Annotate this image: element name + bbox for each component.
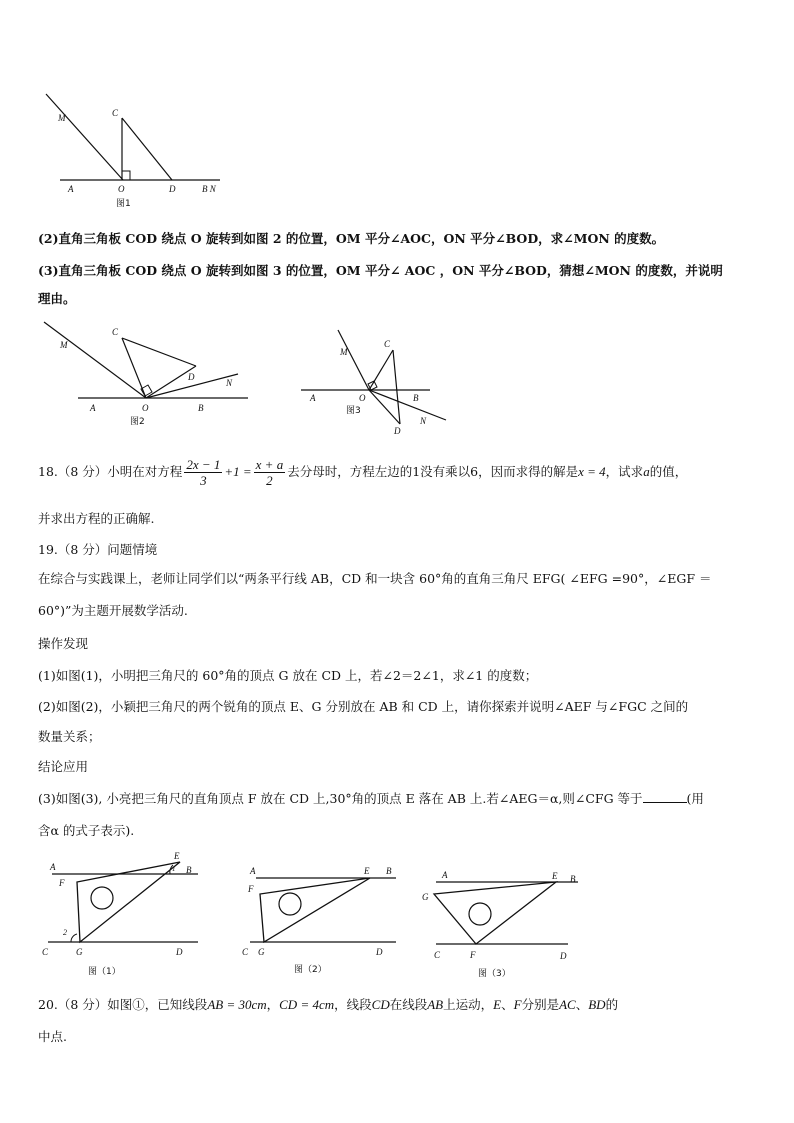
q20-mid4: 分别是 — [521, 997, 560, 1012]
svg-text:G: G — [258, 947, 265, 957]
svg-text:D: D — [560, 951, 567, 961]
fraction-2-numerator: x + a — [255, 457, 284, 472]
svg-text:G: G — [422, 892, 429, 902]
q20-sep: ， — [266, 997, 280, 1012]
svg-text:N: N — [420, 416, 427, 426]
q19-figure-2 — [236, 856, 406, 988]
q18-mid: +1 = — [224, 464, 252, 479]
svg-text:F: F — [470, 950, 476, 960]
svg-text:F: F — [248, 884, 254, 894]
q20-ab-length: AB = 30cm — [207, 997, 267, 1012]
q19-figure-1 — [38, 848, 208, 988]
q20-end: 的 — [605, 997, 619, 1012]
svg-text:B N: B N — [202, 184, 216, 194]
svg-text:D: D — [169, 184, 176, 194]
svg-text:B: B — [570, 874, 576, 884]
q19-heading-operation: 操作发现 — [38, 636, 89, 651]
q20-prefix: 20.（8 分）如图①，已知线段 — [38, 997, 208, 1012]
svg-text:M: M — [340, 347, 348, 357]
q18-solution: x = 4 — [578, 464, 606, 479]
q19-title: 19.（8 分）问题情境 — [38, 542, 158, 557]
svg-text:M: M — [60, 340, 68, 350]
answer-blank — [643, 790, 687, 803]
q18-line2: 并求出方程的正确解. — [38, 511, 155, 526]
q18-tail: ，试求 — [605, 464, 644, 479]
svg-text:B: B — [386, 866, 392, 876]
q17-part3-line1: (3)直角三角板 COD 绕点 O 旋转到如图 3 的位置，OM 平分∠ AOC ，ON 平分∠BOD，猜想∠MON 的度数，并说明 — [38, 263, 723, 278]
q19-figure-3 — [418, 862, 588, 990]
svg-text:N: N — [226, 378, 233, 388]
q20-comma2: 、 — [575, 997, 589, 1012]
svg-text:O: O — [142, 403, 149, 413]
svg-text:O: O — [118, 184, 125, 194]
svg-text:图2: 图2 — [130, 417, 145, 427]
q19-part3-end: (用 — [686, 791, 704, 806]
svg-text:E: E — [174, 851, 180, 861]
svg-text:2: 2 — [63, 928, 67, 937]
q19-part3-text: (3)如图(3), 小亮把三角尺的直角顶点 F 放在 CD 上,30°角的顶点 E 落在 AB 上.若∠AEG＝α,则∠CFG 等于 — [38, 791, 643, 806]
q20-e: E — [493, 997, 502, 1012]
q17-part3-line2: 理由。 — [38, 291, 76, 306]
q20-mid3: 上运动， — [443, 997, 494, 1012]
svg-text:1: 1 — [172, 865, 176, 873]
q20-mid2: 在线段 — [389, 997, 428, 1012]
svg-text:A: A — [50, 862, 56, 872]
q18-var: a — [643, 464, 650, 479]
fraction-1-denominator: 3 — [200, 473, 207, 488]
fraction-2-denominator: 2 — [266, 473, 273, 488]
svg-text:C: C — [42, 947, 49, 957]
q19-heading-application: 结论应用 — [38, 759, 89, 774]
svg-text:图（2）: 图（2） — [294, 965, 327, 975]
svg-text:A: A — [68, 184, 74, 194]
svg-text:图（1）: 图（1） — [88, 967, 121, 977]
q19-part1: (1)如图(1)，小明把三角尺的 60°角的顶点 G 放在 CD 上，若∠2＝2∠1，求∠1 的度数； — [38, 668, 538, 683]
svg-text:M: M — [58, 113, 66, 123]
q20-ab: AB — [427, 997, 444, 1012]
q18-fraction-2 — [254, 457, 286, 488]
q20-line1 — [38, 996, 758, 1014]
svg-text:A: A — [310, 393, 316, 403]
svg-text:B: B — [186, 865, 192, 875]
q20-cd-length: CD = 4cm — [279, 997, 335, 1012]
q19-part3-line1 — [38, 790, 758, 808]
svg-text:B: B — [198, 403, 204, 413]
svg-text:图3: 图3 — [346, 406, 361, 416]
q18-fraction-1 — [184, 457, 222, 488]
svg-text:D: D — [188, 372, 195, 382]
q20-line2: 中点. — [38, 1029, 67, 1044]
svg-text:C: C — [242, 947, 249, 957]
svg-text:G: G — [76, 947, 83, 957]
svg-text:B: B — [413, 393, 419, 403]
q19-intro-line1: 在综合与实践课上，老师让同学们以“两条平行线 AB，CD 和一块含 60°角的直角三角尺 EFG( ∠EFG =90°，∠EGF ＝ — [38, 571, 712, 586]
figure-3 — [296, 326, 456, 438]
svg-text:C: C — [384, 339, 391, 349]
q20-bd: BD — [588, 997, 606, 1012]
svg-text:C: C — [112, 108, 119, 118]
fraction-1-numerator: 2x − 1 — [186, 457, 221, 472]
q18-tail2: 的值， — [649, 464, 688, 479]
q20-f: F — [513, 997, 522, 1012]
svg-text:A: A — [250, 866, 256, 876]
q19-intro-line2: 60°)”为主题开展数学活动. — [38, 603, 188, 618]
q20-cd: CD — [371, 997, 390, 1012]
svg-text:C: C — [112, 327, 119, 337]
svg-text:F: F — [59, 878, 65, 888]
svg-text:D: D — [376, 947, 383, 957]
svg-text:D: D — [394, 426, 401, 436]
q20-comma: 、 — [501, 997, 514, 1012]
svg-text:E: E — [364, 866, 370, 876]
q18-line1 — [38, 452, 758, 492]
svg-text:A: A — [442, 870, 448, 880]
figure-2 — [38, 316, 268, 431]
q19-part2-line1: (2)如图(2)，小颖把三角尺的两个锐角的顶点 E、G 分别放在 AB 和 CD 上，请你探索并说明∠AEF 与∠FGC 之间的 — [38, 699, 689, 714]
q18-prefix: 18.（8 分）小明在对方程 — [38, 464, 183, 479]
q20-ac: AC — [559, 997, 576, 1012]
svg-text:图1: 图1 — [116, 199, 131, 209]
svg-text:A: A — [90, 403, 96, 413]
q20-mid: ，线段 — [334, 997, 372, 1012]
svg-text:E: E — [552, 871, 558, 881]
svg-text:图（3）: 图（3） — [478, 969, 511, 979]
svg-text:D: D — [176, 947, 183, 957]
svg-text:C: C — [434, 950, 441, 960]
q17-part2: (2)直角三角板 COD 绕点 O 旋转到如图 2 的位置，OM 平分∠AOC，ON 平分∠BOD，求∠MON 的度数。 — [38, 231, 665, 246]
q19-part3-line2: 含α 的式子表示). — [38, 823, 135, 838]
figure-1 — [38, 88, 228, 213]
svg-text:O: O — [359, 393, 366, 403]
q19-part2-line2: 数量关系； — [38, 729, 101, 744]
q18-after: 去分母时，方程左边的1没有乘以6，因而求得的解是 — [287, 464, 579, 479]
